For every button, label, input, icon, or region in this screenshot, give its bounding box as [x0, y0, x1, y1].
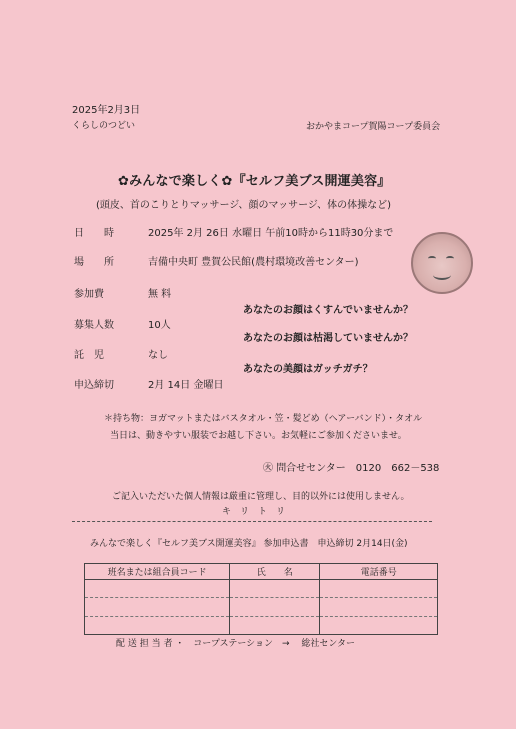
detail-label: 募集人数 [74, 320, 114, 331]
question-2: あなたのお顔は枯渇していませんか？ [243, 333, 413, 344]
contact-text: 問合せセンター 0120 662－538 [276, 463, 440, 474]
title-main: みんなで楽しく [129, 174, 222, 189]
title-main2: 『セルフ美ブス開運美容』 [232, 174, 391, 189]
column-header-name: 氏 名 [230, 564, 320, 580]
detail-value: 10人 [148, 320, 171, 331]
detail-value: 無 料 [148, 289, 172, 300]
form-cell[interactable] [230, 616, 320, 634]
detail-label: 参加費 [74, 289, 104, 300]
form-cell[interactable] [85, 598, 230, 616]
form-cell[interactable] [320, 580, 438, 598]
contact-icon: ㊋ [263, 463, 273, 474]
smiling-face-icon [411, 232, 473, 294]
detail-value: 吉備中央町 豊賀公民館(農村環境改善センター) [148, 257, 359, 268]
application-form-table [84, 563, 438, 635]
detail-value: なし [148, 350, 168, 361]
detail-value: 2025年 2月 26日 水曜日 午前10時から11時30分まで [148, 228, 394, 239]
form-heading: みんなで楽しく『セルフ美ブス開運美容』 参加申込書 申込締切 2月14日(金) [90, 539, 408, 549]
delivery-route: 配 送 担 当 者 ・ コープステーション → 総社センター [116, 639, 355, 649]
form-cell[interactable] [230, 598, 320, 616]
notes-attire: 当日は、動きやすい服装でお越し下さい。お気軽にご参加くださいませ。 [110, 431, 407, 441]
sparkle-icon: ✿ [118, 174, 130, 189]
form-cell[interactable] [85, 616, 230, 634]
privacy-note: ご記入いただいた個人情報は厳重に管理し、目的以外には使用しません。 [112, 492, 410, 502]
detail-label: 申込締切 [74, 380, 114, 391]
recipient: くらしのつどい [72, 121, 136, 131]
question-1: あなたのお顔はくすんでいませんか？ [243, 305, 413, 316]
form-cell[interactable] [230, 580, 320, 598]
detail-label: 日 時 [74, 228, 114, 239]
question-3: あなたの美顔はガッチガチ？ [243, 364, 373, 375]
column-header-member-code: 班名または組合員コード [85, 564, 230, 580]
column-header-phone: 電話番号 [320, 564, 438, 580]
sparkle-icon: ✿ [221, 174, 233, 189]
form-cell[interactable] [85, 580, 230, 598]
sender: おかやまコープ賀陽コープ委員会 [306, 122, 441, 132]
detail-label: 託 児 [74, 350, 104, 361]
contact [263, 459, 439, 474]
notes-items: ＊持ち物：ヨガマットまたはバスタオル・笠・髪どめ（ヘアーバンド）・タオル [104, 414, 423, 424]
document-date: 2025年2月3日 [72, 105, 141, 116]
cut-line [72, 521, 432, 522]
form-cell[interactable] [320, 616, 438, 634]
detail-label: 場 所 [74, 257, 114, 268]
detail-value: 2月 14日 金曜日 [148, 380, 224, 391]
title [118, 170, 390, 189]
cut-line-label: キ リ ト リ [222, 507, 286, 517]
subtitle: (頭皮、首のこりとりマッサージ、顔のマッサージ、体の体操など) [96, 200, 392, 211]
form-cell[interactable] [320, 598, 438, 616]
